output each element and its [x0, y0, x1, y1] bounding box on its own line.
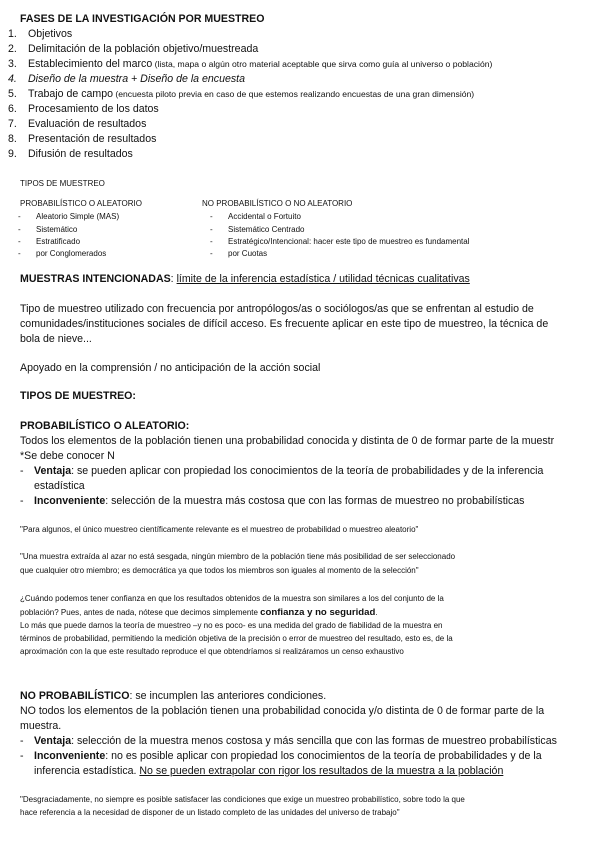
paragraph-line: *Se debe conocer N [20, 450, 115, 462]
quote: "Para algunos, el único muestreo científicamente relevante es el muestreo de probabilidad o muestreo aleatorio" [20, 525, 419, 534]
paragraph-line: Tipo de muestreo utilizado con frecuencia por antropólogos/as o sociólogos/as que se enfrentan al estudio de [20, 303, 534, 315]
paragraph-line: términos de probabilidad, permitiendo la medición objetiva de la precisión o error de muestreo del resultado, esto es, de la [20, 634, 453, 643]
paragraph-line: Lo más que puede darnos la teoría de muestreo –y no es poco- es una medida del grado de fiabilidad de la muestra en [20, 621, 443, 630]
list-item: - Estratégico/Intencional: hacer este tipo de muestreo es fundamental [210, 237, 470, 246]
quote-line: "Una muestra extraída al azar no está sesgada, ningún miembro de la población tiene más posibilidad de ser seleccionado [20, 552, 456, 561]
list-item: 8. Presentación de resultados [8, 133, 157, 145]
paragraph-line: estadística [34, 480, 85, 492]
list-item: 4. Diseño de la muestra + Diseño de la encuesta [8, 73, 246, 85]
quote-line: hace referencia a la necesidad de disponer de un listado completo de las unidades del universo de trabajo" [20, 808, 400, 817]
paragraph-line: NO todos los elementos de la población tienen una probabilidad conocida y/o distinta de 0 de formar parte de la [20, 705, 545, 717]
list-item: 1. Objetivos [8, 28, 73, 40]
ventaja-line: - Ventaja: se pueden aplicar con propiedad los conocimientos de la teoría de probabilidades y de la inferencia [20, 465, 544, 477]
paragraph-line: población? Pues, antes de nada, nótese que decimos simplemente confianza y no seguridad. [20, 607, 378, 618]
list-item: - Aleatorio Simple (MAS) [18, 212, 120, 221]
inconveniente-line: - Inconveniente: no es posible aplicar con propiedad los conocimientos de la teoría de probabilidades y de la [20, 750, 542, 762]
list-item: 5. Trabajo de campo (encuesta piloto previa en caso de que estemos realizando encuestas de una gran dimensión) [8, 88, 475, 100]
paragraph-line: ¿Cuándo podemos tener confianza en que los resultados obtenidos de la muestra son similares a los del conjunto de la [20, 594, 444, 603]
paragraph-line: Todos los elementos de la población tienen una probabilidad conocida y distinta de 0 de formar parte de la muestr [20, 435, 555, 447]
prob-section-heading: PROBABILÍSTICO O ALEATORIO: [20, 420, 190, 432]
page-title: FASES DE LA INVESTIGACIÓN POR MUESTREO [20, 13, 265, 25]
list-item: 6. Procesamiento de los datos [8, 103, 159, 115]
tipos-heading: TIPOS DE MUESTREO [20, 179, 105, 188]
list-item: 7. Evaluación de resultados [8, 118, 147, 130]
apoyado-line: Apoyado en la comprensión / no anticipación de la acción social [20, 362, 321, 374]
paragraph-line: comunidades/instituciones sociales de difícil acceso. Es frecuente aplicar en este tipo de muestreo, la técnica de [20, 318, 549, 330]
noprob-col-heading: NO PROBABILÍSTICO O NO ALEATORIO [202, 199, 353, 208]
paragraph-line: aproximación con la que este resultado reproduce el que obtendríamos si realizáramos un censo exhaustivo [20, 647, 404, 656]
quote-line: que cualquier otro miembro; es democrática ya que todos los miembros son iguales al momento de la selección" [20, 566, 419, 575]
quote-line: "Desgraciadamente, no siempre es posible satisfacer las condiciones que exige un muestreo probabilístico, sobre todo la que [20, 795, 465, 804]
list-item: - por Cuotas [210, 249, 268, 258]
list-item: - Accidental o Fortuito [210, 212, 301, 221]
list-item: - Sistemático Centrado [210, 225, 305, 234]
inconveniente-line: - Inconveniente: selección de la muestra más costosa que con las formas de muestreo no probabilísticas [20, 495, 525, 507]
noprob-section-heading: NO PROBABILÍSTICO: se incumplen las anteriores condiciones. [20, 690, 327, 702]
ventaja-line: - Ventaja: selección de la muestra menos costosa y más sencilla que con las formas de muestreo probabilísticas [20, 735, 557, 747]
paragraph-line: muestra. [20, 720, 62, 732]
list-item: - Sistemático [18, 225, 78, 234]
list-item: 9. Difusión de resultados [8, 148, 133, 160]
paragraph-line: bola de nieve... [20, 333, 92, 345]
list-item: 3. Establecimiento del marco (lista, mapa o algún otro material aceptable que sirva como guía al universo o población) [8, 58, 493, 70]
list-item: - por Conglomerados [18, 249, 107, 258]
paragraph-line: inferencia estadística. No se pueden extrapolar con rigor los resultados de la muestra a la población [34, 765, 504, 777]
tipos2-heading: TIPOS DE MUESTREO: [20, 390, 136, 402]
list-item: - Estratificado [18, 237, 81, 246]
list-item: 2. Delimitación de la población objetivo/muestreada [8, 43, 259, 55]
prob-col-heading: PROBABILÍSTICO O ALEATORIO [20, 199, 142, 208]
intencionadas-line: MUESTRAS INTENCIONADAS: límite de la inferencia estadística / utilidad técnicas cualitativas [20, 273, 470, 285]
